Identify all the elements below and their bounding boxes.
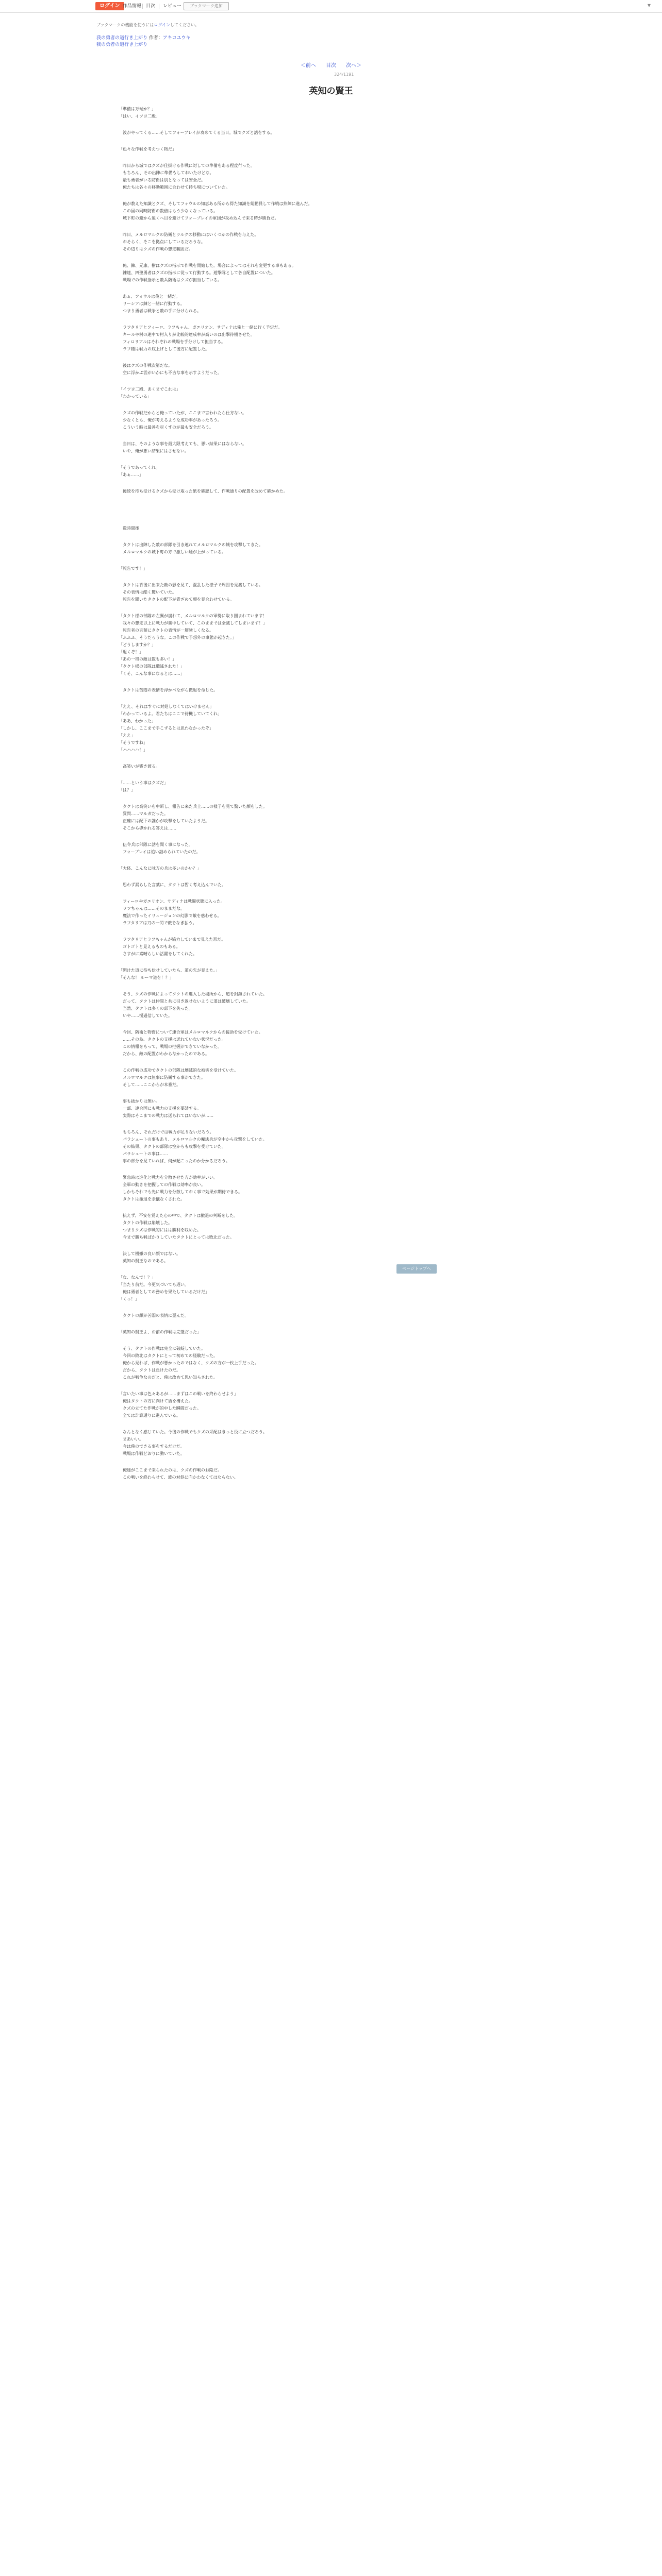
prev-page-link[interactable]: ＜前へ: [300, 63, 316, 69]
story-paragraph: ラフタリアとラフちゃんが協力していまで見えた形だ。 ゴトゴトと見えるものもある。 さすがに素晴らしい活躍をしてくれた。: [122, 937, 226, 956]
story-paragraph: 「そうであってくれ」 「あぁ……」: [119, 465, 160, 477]
work-title-link[interactable]: 我の勇者の道行き上がり: [96, 36, 148, 41]
story-paragraph: 数時間後: [122, 526, 139, 531]
story-paragraph: 抗えず、不安を覚えた心の中で、タクトは撤退の判断をした。 タクトの作戦は崩壊した。 つまりクズは作戦的にはは勝利を収めた。 今まで勝ち戦ばかりしていたタクトにとっては敗北だった。: [122, 1213, 238, 1240]
notice-prefix: ブックマークの機能を使うには: [96, 23, 154, 27]
story-paragraph: 「色々な作戦を考えつく物だ」: [119, 147, 176, 151]
story-paragraph: 思わず漏らした言葉に、タクトは暫く考え込んでいた。: [119, 883, 226, 887]
chapter-group-link[interactable]: 我の勇者の道行き上がり: [96, 42, 148, 47]
story-paragraph: タクトは出陣した敵の部隊を引き連れてメルロマルクの城を攻撃してきた。 メルロマルクの城下町の方で激しい煙が上がっている。: [122, 543, 263, 554]
top-navigation-bar: [0, 0, 662, 13]
story-paragraph: 「英知の賢王よ、お前の作戦は完璧だった」: [119, 1330, 201, 1334]
story-paragraph: 「ええ、それはすぐに対処しなくてはいけません」 「わかっているよ。君たちはここで待機していてくれ」 「ああ、わかった」 「しかし、ここまで手こずるとは思わなかったぞ」 「ええ」 「そうですね」 「ハハハハ！」: [119, 704, 222, 752]
story-paragraph: 「言いたい事は色々あるが……まずはこの戦いを終わらせよう」 俺はタクトの方に向けて盾を構えた。 クズの立てた作戦が的中した瞬間だった。 全ては計算通りに進んでいる。: [119, 1392, 238, 1418]
notice-suffix: してください。: [170, 23, 200, 27]
chevron-down-icon[interactable]: ▼: [647, 3, 651, 8]
story-paragraph: 「タクト様の部隊の左翼が崩れて、メルロマルクの軍勢に取り囲まれています！ 我々の想定以上に戦力が集中していて、このままでは全滅してしまいます！」 報告者の言葉にタクトの表情が一層険しくなる。 「ふふふ、そうだろうな。この作戦で予想外の事態が起きた。」 「どうしますか？」 「退くぞ！」 「あの一帯の敵は数も多い！」 「タクト様の部隊は殲滅された！」 「くそ、こんな事になるとは……」: [119, 614, 267, 676]
story-paragraph: 「……という事はクズだ」 「は？」: [119, 781, 168, 792]
story-paragraph: 後はクズの作戦次第だな。 空に浮かぶ雲がいかにも不吉な事を示すようだった。: [122, 363, 222, 375]
story-paragraph: 「な、なんで！？」 「当たり前だ。今更気づいても遅い。 俺は勇者としての務めを果たしているだけだ」 「くっ！」: [119, 1275, 209, 1301]
login-button[interactable]: ログイン: [95, 2, 124, 10]
notice-login-link[interactable]: ログイン: [154, 23, 171, 27]
story-paragraph: 「大体、こんなに味方の兵は多いのかい？」: [119, 866, 201, 871]
story-paragraph: そう、クズの作戦によってタクトの進入した場所から、道を封鎖されていた。 だって、タクトは仲間と共に引き返せないように道は破壊していた。 当然、タクトは多くの部下を失った。 いや……慢過信していた。: [122, 992, 267, 1018]
story-paragraph: タクトは苦悶の表情を浮かべながら撤退を命じた。: [119, 688, 218, 692]
pager: [0, 61, 662, 69]
work-info: [96, 34, 191, 41]
author-label: 作者：: [148, 36, 163, 41]
page-count: 324/1191: [334, 72, 354, 77]
story-paragraph: 昨日から城ではクズが仕掛ける作戦に対しての準備をある程度行った。 もちろん、その出陣に準備もしておいたけどな。 最も勇者がいる防衛は別となっては安全だ。 俺たちは各々の移動範囲に合わせて持ち場についていた。: [122, 163, 255, 190]
nav-work-info[interactable]: 作品情報: [123, 4, 142, 9]
story-paragraph: 後続を待ち受けるクズから受け取った紙を確認して、作戦通りの配置を改めて確かめた。: [119, 489, 288, 494]
story-paragraph: 波がやってくる……そしてフォーブレイが攻めてくる当日。城でクズと話をする。: [119, 130, 275, 135]
chapter-title: 英知の賢王: [309, 86, 353, 96]
story-paragraph: タクトは背後に出来た敵の影を見て、混乱した様子で周囲を見渡している。 その表情は酷く驚いていた。 報告を聞いたタクトの配下が青ざめて顔を見合わせている。: [122, 583, 263, 602]
story-paragraph: 緊急時は進化と戦力を分散させた方が効率がいい。 全軍の動きを把握しての作戦は効率が良い。 しかもそれでも先に戦力を分散しておく事で効果が期待できる。 タクトは撤退を余儀なくされた。: [122, 1175, 242, 1201]
page-top-button[interactable]: ページトップへ: [396, 1264, 437, 1274]
story-paragraph: 昨日、メルロマルクの防衛とラルクの移動にはいくつかの作戦を与えた。 おそらく、そこを拠点にしているだろうな。 その辺りはクズの作戦の想定範囲だ。: [122, 232, 259, 251]
story-body: [119, 106, 339, 1490]
story-paragraph: タクトの顔が苦悶の表情に歪んだ。: [119, 1313, 189, 1318]
toc-link[interactable]: 目次: [326, 63, 336, 69]
story-paragraph: 事も抜かりは無い。 一部、連合国にも戦力の支援を要請する。 実際はそこまでの戦力は送られてはいないが……: [122, 1099, 213, 1118]
story-paragraph: 俺が教えた知識とクズ、そしてフォウルの知恵ある所から得た知識を総動員して作戦は熟練に進んだ。 この国の同時防衛の数値はもう少なくなっている。 城下町の避から遠くへ目を避けてフォーブレイの軍団が攻め込んで来る時が勝負だ。: [122, 201, 312, 221]
story-paragraph: 伝令兵は部隊に話を聞く事になった。 フォーブレイは追い詰められていたのだ。: [122, 842, 201, 854]
story-paragraph: なんとなく感じていた。今後の作戦でもクズの采配はきっと役に立つだろう。 まあいい。 今は俺のできる事をするだけだ。 戦場は作戦どおりに動いていた。: [122, 1430, 267, 1456]
story-paragraph: そう、タクトの作戦は完全に破綻していた。 今回の敗北はタクトにとって初めての経験だった。 俺から見れば、作戦が悪かったのではなく、クズの方が一枚上手だった。 だから、タクトは負けたのだ。 これが戦争なのだと、俺は改めて思い知らされた。: [122, 1346, 259, 1380]
story-paragraph: 俺、錬、元康、樹はクズの指示で作戦を開始した。場合によってはそれを変更する事もある。 錬達、四聖勇者はクズの指示に従って行動する。遊撃隊として各自配置についた。 戦場での作戦指示と敵兵防衛はクズが担当している。: [122, 263, 296, 282]
nav-review[interactable]: レビュー: [163, 4, 182, 9]
story-paragraph: ラフタリアとフィーロ、ラフちゃん、ガエリオン、サディナは俺と一緒に行く予定だ。 キールや村の連中で村入りが比較的達成率が高いのは出撃待機させた。 フィロリアルはそれぞれの戦場を手分けして担当する。 ラフ種は戦力の底上げとして後方に配置した。: [122, 325, 283, 351]
story-paragraph: 「報告です！」: [119, 566, 147, 571]
story-paragraph: 俺達がここまで来られたのは、クズの作戦のお陰だ。 この戦いを終わらせて、波の対処に向かわなくてはならない。: [122, 1468, 238, 1480]
story-paragraph: タクトは高笑いを中断し、報告に来た兵士……の様子を見て驚いた顔をした。 質問……マルガだった。 正確には配下の誰かが攻撃をしていたようだ。 そこから導かれる答えは……: [122, 804, 267, 831]
story-paragraph: クズの作戦だからと俺っていたが、ここまで言われたら仕方ない。 少なくとも、俺が考えるような成功率があったろう。 こういう時は最善を尽くすのが最も安全だろう。: [122, 411, 246, 430]
author-link[interactable]: アキコユウキ: [162, 36, 191, 41]
story-paragraph: 今回、防衛と物資について連合軍はメルロマルクからの援助を受けていた。 ……その為、タクトの支援は送れていない状況だった。 この情報をもって、戦場の把握ができていなかった。 だから、敵の配置がわからなかったのである。: [122, 1030, 263, 1056]
story-paragraph: 高笑いが響き渡る。: [119, 764, 160, 769]
story-paragraph: フィーロやガエリオン、サディナは戦闘状態に入った。 ラフちゃんは……そのままだな。 魔法で作ったイリュージョンの幻影で敵を惑わせる。 ラフタリアは刀の一閃で敵をなぎ払う。: [122, 899, 225, 925]
story-paragraph: 当日は、そのような事を最大限考えても、悪い結果にはならない。 いや、俺が悪い結果にはさせない。: [122, 442, 246, 453]
story-paragraph: 「開けた道に待ち伏せしていたら、道の先が見えた。」 「そんな！ ルーマ道を！？」: [119, 968, 220, 980]
story-paragraph: あぁ、フォウルは俺と一緒だ。 リーシアは錬と一緒に行動する。 つまり勇者は戦争と敵の手に分けられる。: [122, 294, 201, 313]
story-paragraph: 決して機嫌の良い顔ではない。 英知の賢王なのである。: [122, 1251, 180, 1263]
nav-divider: [142, 4, 143, 9]
story-paragraph: この作戦の成功でタクトの部隊は壊滅的な被害を受けていた。 メルロマルクは無事に防衛する事ができた。 そして……ここからが本番だ。: [122, 1068, 238, 1087]
story-paragraph: 「準備は万端か？」 「はい、イツヨ二殿」: [119, 107, 160, 118]
bookmark-add-button[interactable]: ブックマーク追加: [184, 2, 229, 10]
story-paragraph: 「イツヨ二殿、あくまでこれは」 「わかっている」: [119, 387, 180, 399]
story-paragraph: もちろん、それだけでは戦力が足りないだろう。 パラシュートの事もあり、メルロマルクの魔法兵が空中から攻撃をしていた。 その結果、タクトの部隊は空からも攻撃を受けていた。 パラシュートの事は…… 事の部分を見ていれば、何が起こったのか分かるだろう。: [122, 1130, 267, 1163]
login-notice: [96, 22, 199, 28]
next-page-link[interactable]: 次へ＞: [346, 63, 362, 69]
nav-toc[interactable]: 目次: [146, 4, 156, 9]
